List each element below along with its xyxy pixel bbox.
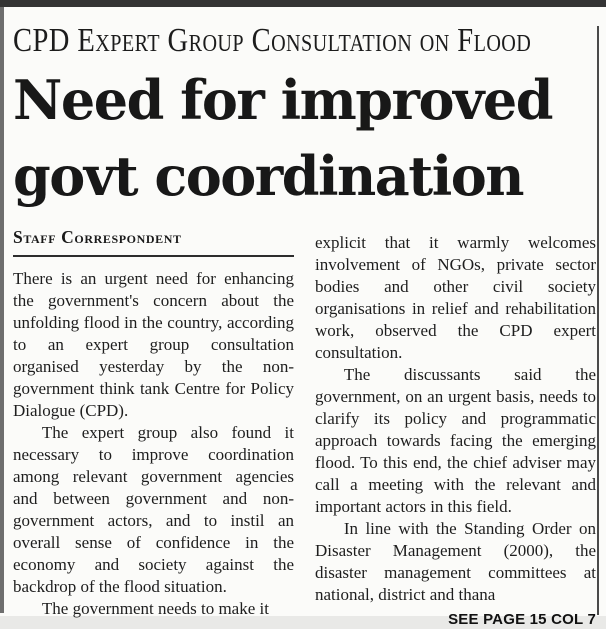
scan-top-edge-bar [0,0,606,7]
jump-line: SEE PAGE 15 COL 7 [448,611,596,628]
left-column [13,227,294,629]
paragraph: In line with the Standing Order on Disaster Management (2000), the disaster management committees at national, district and thana [315,519,596,604]
headline-line: govt coordination [13,144,524,208]
paragraph: The government needs to make it [41,599,269,618]
right-column [315,227,596,629]
byline-rule [13,255,294,257]
article-body [13,227,597,629]
byline: Staff Correspondent [13,227,182,247]
main-headline [13,62,597,214]
paragraph: explicit that it warmly welcomes involvement of NGOs, private sector bodies and other civil society organisations in relief and rehabilitation work, observed the CPD expert consultation. [315,233,596,362]
paragraph: There is an urgent need for enhancing the government's concern about the unfolding flood in the country, according to an expert group consultation organised yesterday by the non-government think tank Centre for Policy Dialogue (CPD). [13,269,294,420]
paragraph: The expert group also found it necessary to improve coordination among relevant government agencies and between government and non-government actors, and to instil an overall sense of confidence in the economy and society against the backdrop of the flood situation. [13,423,294,596]
column-divider-rule [597,26,599,615]
paragraph: The discussants said the government, on an urgent basis, needs to clarify its policy and programmatic approach towards facing the emerging flood. To this end, the chief adviser may call a meeting with the relevant and important actors in this field. [315,365,596,516]
scan-left-edge-strip [0,7,4,613]
article-content [13,7,597,629]
kicker-headline: CPD Expert Group Consultation on Flood [13,22,532,59]
headline-line: Need for improved [13,68,552,132]
